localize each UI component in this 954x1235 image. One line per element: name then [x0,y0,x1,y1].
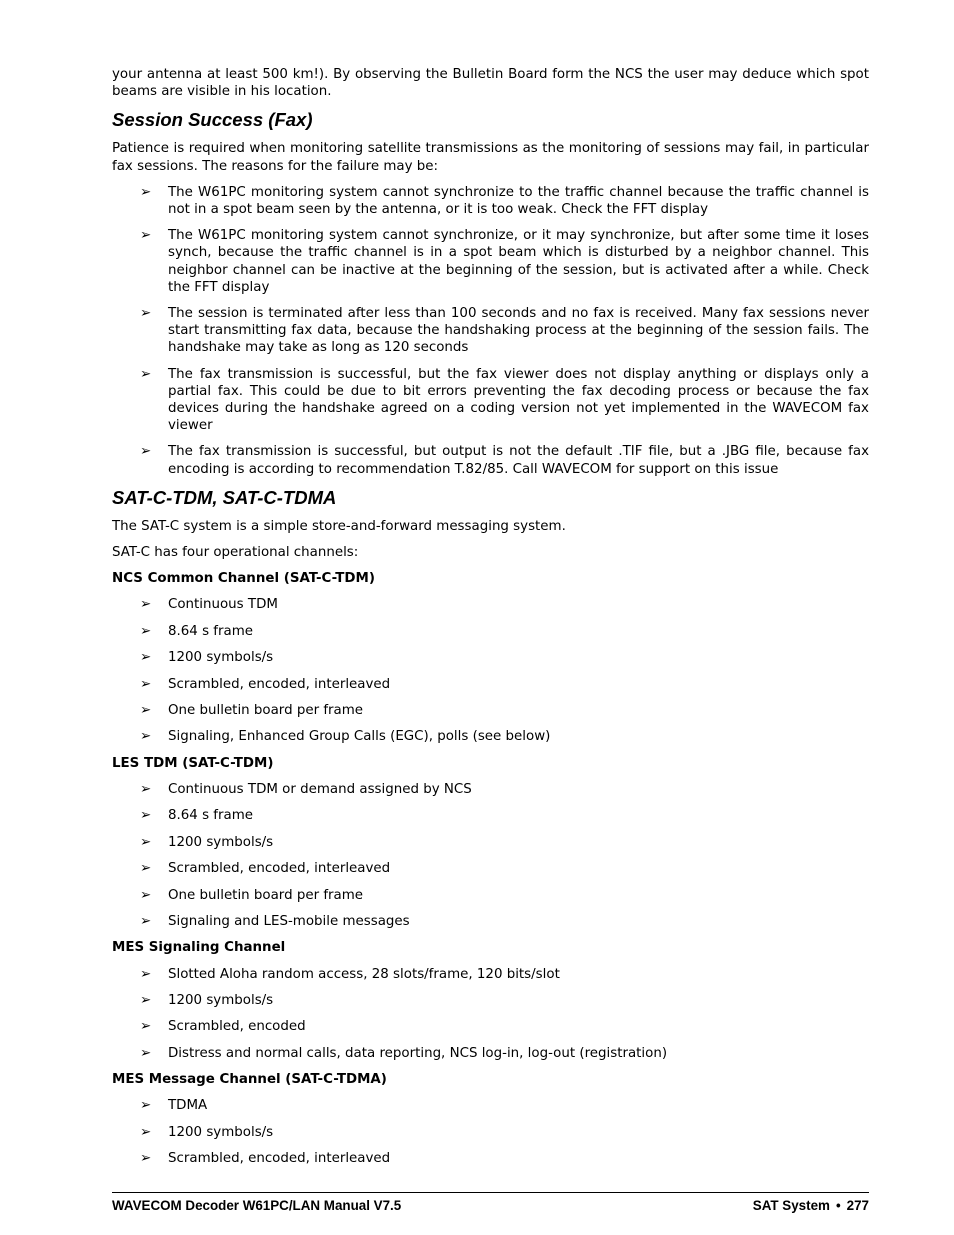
bullet-arrow-icon: ➢ [140,992,152,1008]
list-item: ➢ Distress and normal calls, data reporting, NCS log-in, log-out (registration) [140,1045,668,1061]
list-item: ➢ One bulletin board per frame [140,703,364,719]
list-item: ➢ 1200 symbols/s [140,992,274,1008]
bullet-arrow-icon: ➢ [140,1151,152,1167]
bullet-arrow-icon: ➢ [140,623,152,639]
bullet-arrow-icon: ➢ [140,782,152,798]
ncs-list [112,596,869,745]
bullet-arrow-icon: ➢ [140,861,152,877]
sat-c-paragraph-1: The SAT-C system is a simple store-and-forward messaging system. [112,518,566,534]
bullet-arrow-icon: ➢ [140,650,152,666]
bullet-arrow-icon: ➢ [140,703,152,719]
bullet-arrow-icon: ➢ [140,228,152,244]
list-item: ➢ The fax transmission is successful, but the fax viewer does not display anything or displays only a partial fax. This could be due to bit errors preventing the fax decoding process or because the fax devices during the handshake agreed on a coding version not yet implemented in the WAVECOM fax viewer [140,366,869,434]
subheading-ncs-common-channel: NCS Common Channel (SAT-C-TDM) [112,571,375,587]
page-footer [112,1192,869,1213]
list-item: ➢ Signaling and LES-mobile messages [140,913,410,929]
list-item: ➢ The session is terminated after less than 100 seconds and no fax is received. Many fax sessions never start transmitting fax data, because the handshaking process at the beginning of the session fails. The handshake may take as long as 120 seconds [140,306,869,356]
list-item: ➢ 1200 symbols/s [140,834,274,850]
footer-page-number: 277 [846,1198,869,1213]
bullet-arrow-icon: ➢ [140,913,152,929]
list-item: ➢ Scrambled, encoded, interleaved [140,1151,391,1167]
bullet-arrow-icon: ➢ [140,184,152,200]
list-item: ➢ One bulletin board per frame [140,887,364,903]
list-item: ➢ The W61PC monitoring system cannot synchronize, or it may synchronize, but after some time it loses synch, because the traffic channel is in a spot beam which is disturbed by a neighbor channel. This neighbor channel can be inactive at the beginning of the session, but is activated after a while. Check the FFT display [140,228,869,295]
bullet-arrow-icon: ➢ [140,887,152,903]
les-list [112,781,869,930]
list-item: ➢ TDMA [140,1098,208,1114]
list-item: ➢ Scrambled, encoded, interleaved [140,861,391,877]
list-item: ➢ Continuous TDM [140,597,278,613]
list-item: ➢ Signaling, Enhanced Group Calls (EGC), polls (see below) [140,729,551,745]
subheading-les-tdm: LES TDM (SAT-C-TDM) [112,755,274,771]
bullet-arrow-icon: ➢ [140,1019,152,1035]
bullet-arrow-icon: ➢ [140,1098,152,1114]
bullet-arrow-icon: ➢ [140,834,152,850]
list-item: ➢ The fax transmission is successful, but output is not the default .TIF file, but a .JBG file, because fax encoding is according to recommendation T.82/85. Call WAVECOM for support on this issue [140,444,869,477]
section-heading-sat-c: SAT-C-TDM, SAT-C-TDMA [112,486,337,508]
list-item: ➢ 1200 symbols/s [140,1124,274,1140]
footer-manual-title: WAVECOM Decoder W61PC/LAN Manual V7.5 [112,1198,402,1213]
bullet-arrow-icon: ➢ [140,444,152,460]
bullet-arrow-icon: ➢ [140,1124,152,1140]
mes-message-list [112,1097,869,1167]
bullet-arrow-icon: ➢ [140,306,152,322]
footer-section-name: SAT System [752,1198,830,1213]
list-item: ➢ Scrambled, encoded, interleaved [140,676,391,692]
bullet-arrow-icon: ➢ [140,966,152,982]
list-item: ➢ 1200 symbols/s [140,650,274,666]
subheading-mes-message: MES Message Channel (SAT-C-TDMA) [112,1072,387,1088]
list-item: ➢ Continuous TDM or demand assigned by NCS [140,782,472,798]
sat-c-paragraph-2: SAT-C has four operational channels: [112,545,359,561]
bullet-arrow-icon: ➢ [140,366,152,382]
bullet-arrow-icon: ➢ [140,676,152,692]
page-content [112,66,869,1177]
list-item: ➢ Slotted Aloha random access, 28 slots/frame, 120 bits/slot [140,966,560,982]
list-item: ➢ 8.64 s frame [140,623,254,639]
footer-separator: • [835,1198,841,1213]
list-item: ➢ 8.64 s frame [140,808,254,824]
bullet-arrow-icon: ➢ [140,597,152,613]
intro-paragraph: your antenna at least 500 km!). By observing the Bulletin Board form the NCS the user may deduce which spot beams are visible in his location. [112,67,869,100]
bullet-arrow-icon: ➢ [140,1045,152,1061]
list-item: ➢ Scrambled, encoded [140,1019,306,1035]
section-heading-session-success: Session Success (Fax) [112,109,313,131]
list-item: ➢ The W61PC monitoring system cannot synchronize to the traffic channel because the traffic channel is not in a spot beam seen by the antenna, or it is too weak. Check the FFT display [140,184,869,218]
footer-page-info [753,1198,869,1213]
failure-reasons-list [112,184,869,478]
subheading-mes-signaling: MES Signaling Channel [112,940,286,956]
section1-paragraph: Patience is required when monitoring satellite transmissions as the monitoring of sessions may fail, in particular fax sessions. The reasons for the failure may be: [112,141,869,174]
bullet-arrow-icon: ➢ [140,808,152,824]
bullet-arrow-icon: ➢ [140,729,152,745]
mes-signaling-list [112,966,869,1062]
